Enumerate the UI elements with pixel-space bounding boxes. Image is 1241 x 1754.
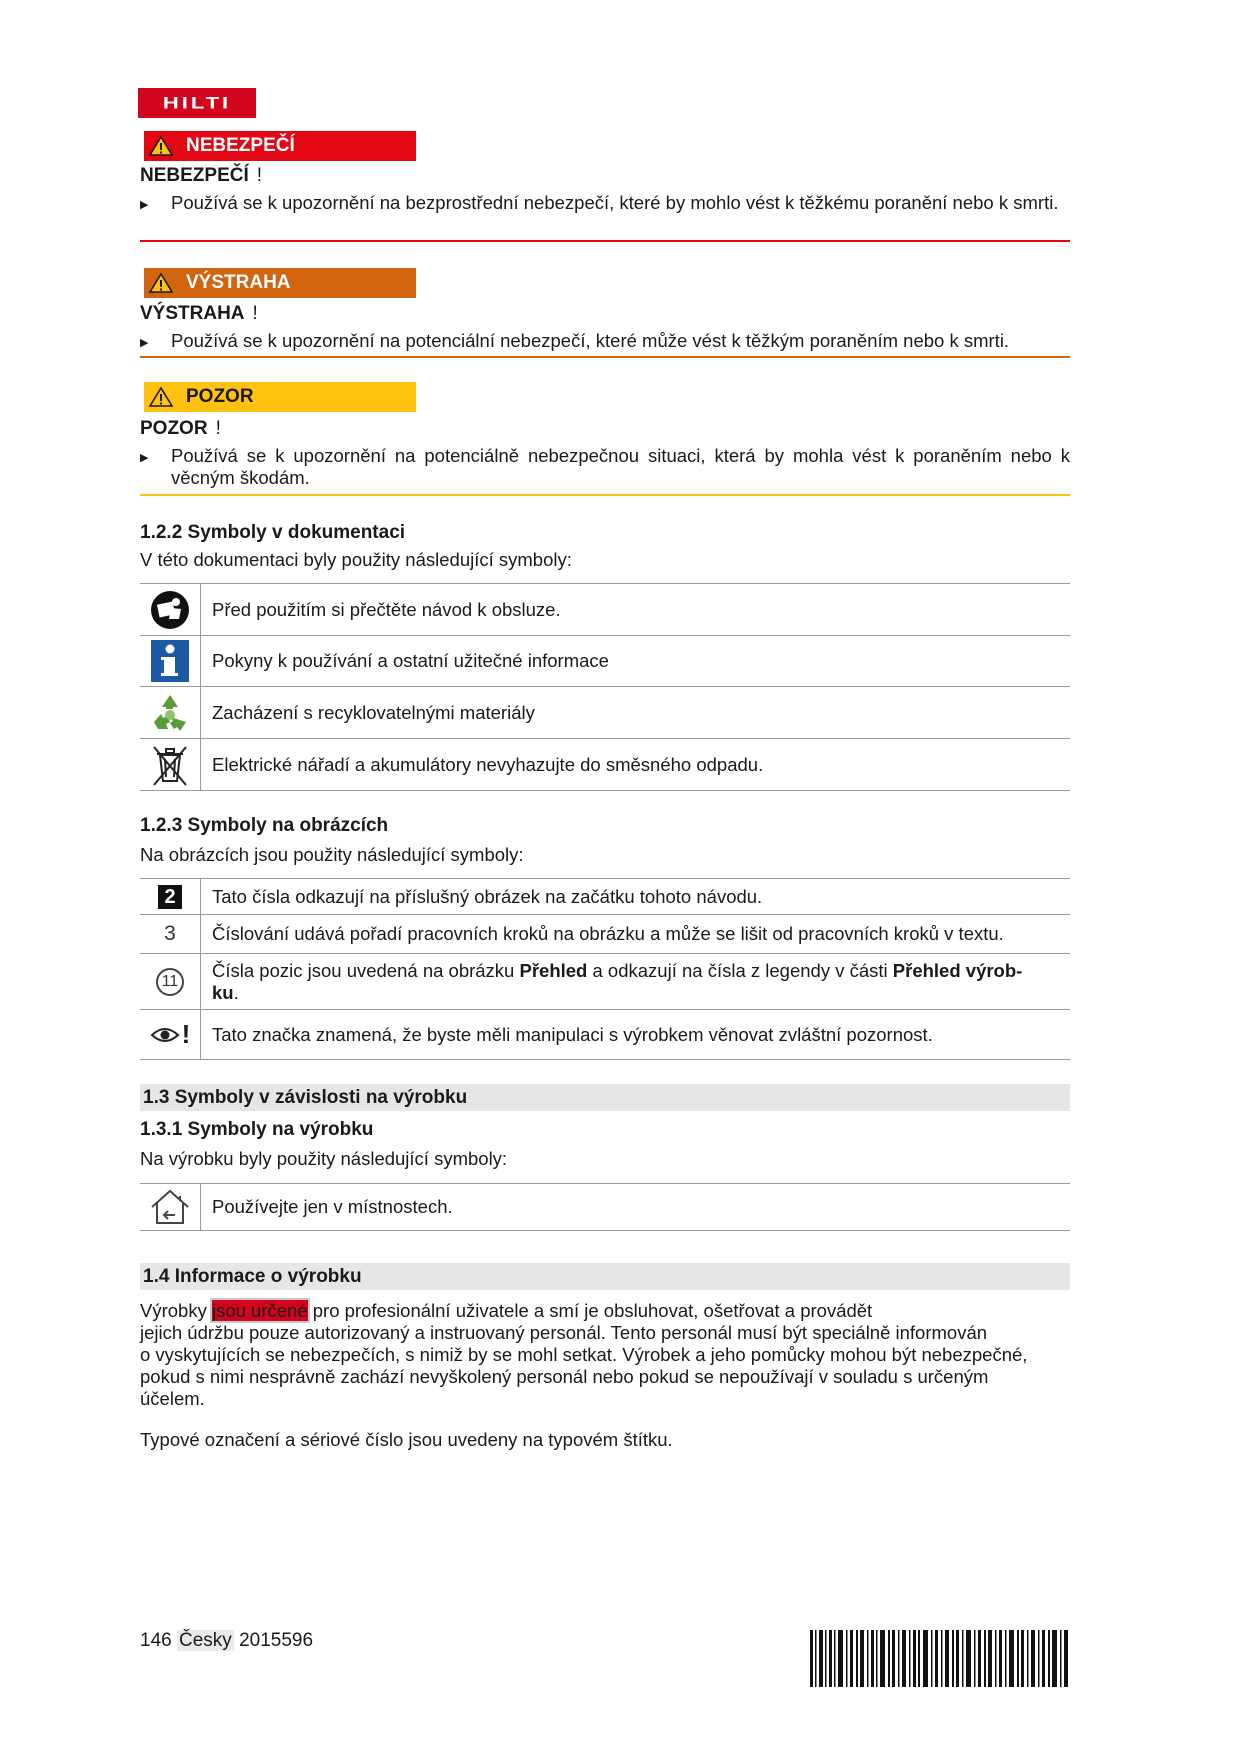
table-row <box>140 687 1070 739</box>
section-bar-1-4 <box>140 1263 1070 1290</box>
product-symbols-table <box>140 1183 1070 1231</box>
danger-description <box>140 192 1070 214</box>
text-line: účelem. <box>140 1388 205 1409</box>
caution-banner-label: POZOR <box>186 386 254 407</box>
text-part: Výrobky <box>140 1300 207 1321</box>
page-number: 146 <box>140 1630 172 1651</box>
section-intro-1-2-3: Na obrázcích jsou použity následující symboly: <box>140 844 524 865</box>
text-line: pokud s nimi nesprávně zachází nevyškolený personál nebo pokud se nepoužívají v souladu s určeným <box>140 1366 989 1387</box>
table-row <box>140 1010 1070 1060</box>
symbol-description: Tato značka znamená, že byste měli manipulaci s výrobkem věnovat zvláštní pozornost. <box>201 1010 1071 1060</box>
warning-signal-word <box>140 303 258 325</box>
language-label: Česky <box>178 1630 232 1651</box>
text-line <box>140 1300 1170 1322</box>
text-part: a odkazují na čísla z legendy v části <box>587 959 893 981</box>
symbol-description: Číslování udává pořadí pracovních kroků na obrázku a může se lišit od pracovních kroků v textu. <box>201 915 1071 954</box>
symbol-cell <box>140 1010 201 1060</box>
caution-divider <box>140 494 1070 496</box>
table-row <box>140 954 1070 1010</box>
read-manual-icon <box>149 589 191 631</box>
section-intro-1-3-1: Na výrobku byly použity následující symboly: <box>140 1148 508 1169</box>
section-heading-1-3-1: 1.3.1 Symboly na výrobku <box>140 1119 374 1140</box>
symbol-description: Pokyny k používání a ostatní užitečné informace <box>201 636 1071 687</box>
symbol-cell <box>140 687 201 739</box>
danger-divider <box>140 240 1070 242</box>
symbol-description: Zacházení s recyklovatelnými materiály <box>201 687 1071 739</box>
warning-triangle-icon <box>148 272 174 294</box>
highlighted-text: jsou určené <box>211 1300 308 1321</box>
symbol-description: Používejte jen v místnostech. <box>201 1184 1071 1231</box>
symbol-cell <box>140 879 201 915</box>
symbol-description <box>201 954 1071 1010</box>
eye-attention-icon <box>150 1025 180 1045</box>
danger-text: Používá se k upozornění na bezprostřední nebezpečí, které by mohlo vést k těžkému poranění nebo k smrti. <box>171 192 1059 213</box>
table-row <box>140 915 1070 954</box>
bullet-triangle-icon: ▶ <box>140 452 149 464</box>
logo-text: HILTI <box>162 93 232 112</box>
warning-label: VÝSTRAHA <box>140 303 245 324</box>
caution-banner <box>144 382 416 412</box>
page-footer <box>140 1630 313 1652</box>
table-row <box>140 1184 1070 1231</box>
hilti-logo <box>138 88 256 118</box>
caution-description <box>140 445 1070 489</box>
table-row <box>140 739 1070 791</box>
warning-description <box>140 330 1070 352</box>
bold-term: Přehled <box>519 959 588 981</box>
section-heading-1-2-3: 1.2.3 Symboly na obrázcích <box>140 815 389 836</box>
recycle-icon <box>149 692 191 734</box>
bullet-triangle-icon: ▶ <box>140 199 149 211</box>
symbol-description: Před použitím si přečtěte návod k obsluze. <box>201 584 1071 636</box>
section-bar-1-3 <box>140 1084 1070 1111</box>
text-part: pro profesionální uživatele a smí je obsluhovat, ošetřovat a provádět <box>307 1300 873 1321</box>
symbol-description: Elektrické nářadí a akumulátory nevyhazujte do směsného odpadu. <box>201 739 1071 791</box>
section-heading-1-2-2: 1.2.2 Symboly v dokumentaci <box>140 522 406 543</box>
attention-mark: ! <box>181 1019 191 1049</box>
warning-banner-label: VÝSTRAHA <box>186 272 291 293</box>
table-row <box>140 879 1070 915</box>
type-designation-text: Typové označení a sériové číslo jsou uvedeny na typovém štítku. <box>140 1429 673 1450</box>
warning-triangle-icon <box>148 135 174 157</box>
warning-divider <box>140 356 1070 358</box>
danger-exclaim: ! <box>256 165 263 186</box>
warning-exclaim: ! <box>252 303 258 324</box>
symbol-cell <box>140 739 201 791</box>
warning-triangle-icon <box>148 386 174 408</box>
step-number: 3 <box>164 922 176 945</box>
figure-symbols-table <box>140 878 1070 1060</box>
symbol-cell <box>140 915 201 954</box>
barcode-icon <box>810 1630 1068 1687</box>
table-row <box>140 584 1070 636</box>
indoor-use-icon <box>149 1187 191 1227</box>
table-row <box>140 636 1070 687</box>
text-line: o vyskytujících se nebezpečích, s nimiž by se mohl setkat. Výrobek a jeho pomůcky mohou být nebezpečné, <box>140 1344 1028 1365</box>
text-part: . <box>233 981 239 1003</box>
info-icon <box>150 639 190 683</box>
text-line: jejich údržbu pouze autorizovaný a instruovaný personál. Tento personál musí být speciálně informován <box>140 1322 988 1343</box>
document-symbols-table <box>140 583 1070 791</box>
bold-term: ku <box>212 981 234 1003</box>
danger-signal-word <box>140 165 262 187</box>
symbol-cell <box>140 584 201 636</box>
danger-label: NEBEZPEČÍ <box>140 165 249 186</box>
caution-text: Používá se k upozornění na potenciálně nebezpečnou situaci, která by mohla vést k poraněním nebo k věcným škodám. <box>171 445 1070 488</box>
caution-signal-word <box>140 418 221 440</box>
position-number-circle: 11 <box>156 968 184 996</box>
bold-term: Přehled výrob- <box>892 959 1023 981</box>
text-part: Čísla pozic jsou uvedená na obrázku <box>212 959 520 981</box>
section-intro-1-2-2: V této dokumentaci byly použity následující symboly: <box>140 549 572 570</box>
section-title: 1.3 Symboly v závislosti na výrobku <box>143 1087 468 1108</box>
caution-label: POZOR <box>140 418 208 439</box>
caution-exclaim: ! <box>215 418 221 439</box>
symbol-cell <box>140 636 201 687</box>
warning-text: Používá se k upozornění na potenciální nebezpečí, které může vést k těžkým poraněním nebo k smrti. <box>171 330 1010 351</box>
product-info-paragraph <box>140 1300 1170 1410</box>
warning-banner <box>144 268 416 298</box>
crossed-bin-icon <box>150 743 190 787</box>
danger-banner <box>144 131 416 161</box>
bullet-triangle-icon: ▶ <box>140 337 149 349</box>
figure-number-badge: 2 <box>158 885 182 909</box>
symbol-cell <box>140 1184 201 1231</box>
symbol-description: Tato čísla odkazují na příslušný obrázek na začátku tohoto návodu. <box>201 879 1071 915</box>
danger-banner-label: NEBEZPEČÍ <box>186 135 295 156</box>
document-code: 2015596 <box>239 1630 314 1651</box>
section-title: 1.4 Informace o výrobku <box>143 1266 362 1287</box>
symbol-cell <box>140 954 201 1010</box>
